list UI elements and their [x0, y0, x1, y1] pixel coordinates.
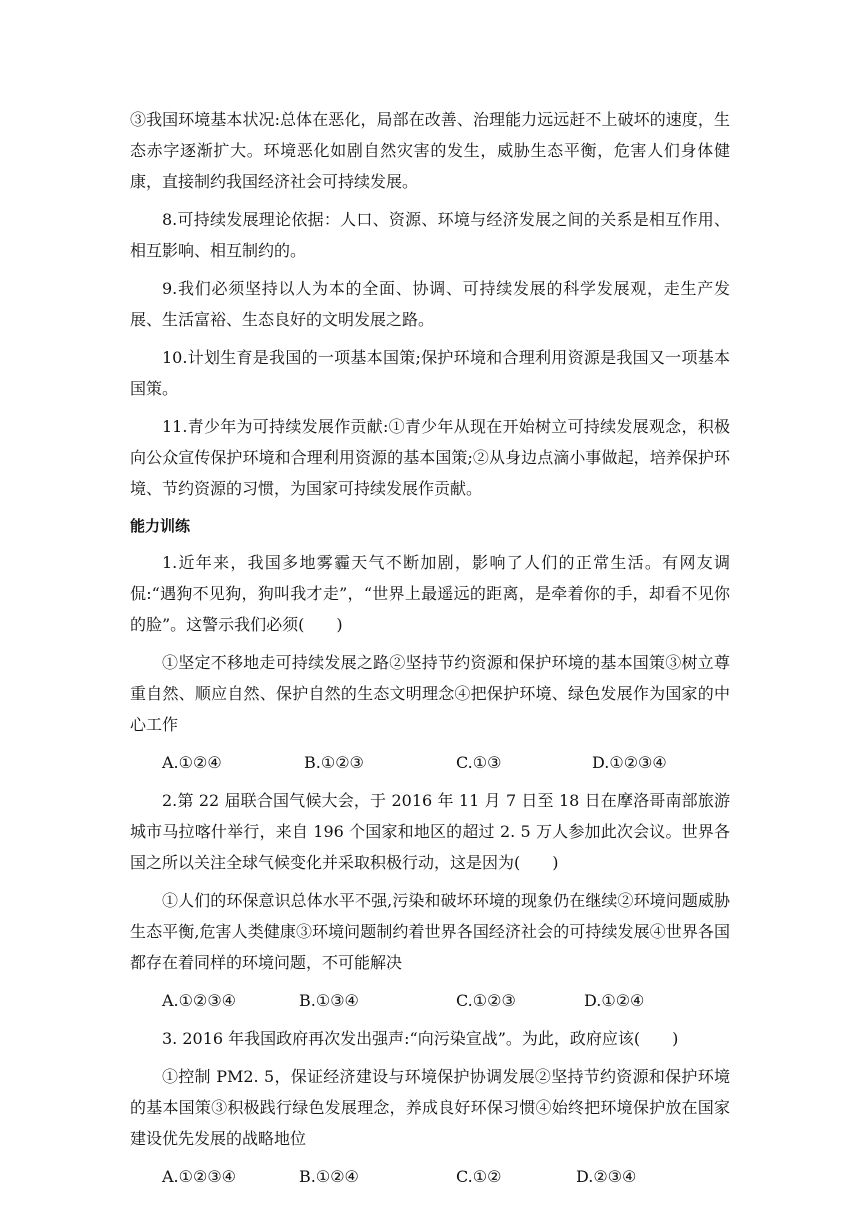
question-2-option-b: B.①③④ [299, 991, 359, 1010]
question-3-options [130, 1161, 730, 1192]
question-2-stem: 2.第 22 届联合国气候大会，于 2016 年 11 月 7 日至 18 日在摩洛哥南部旅游城市马拉喀什举行，来自 196 个国家和地区的超过 2. 5 万人参加此次会议。世界各国之所以关注全球气候变化并采取积极行动，这是因为( ) [130, 791, 730, 872]
question-1-option-a: A.①②④ [162, 753, 222, 772]
question-1-option-c: C.①③ [456, 753, 502, 772]
summary-paragraph-8: 8.可持续发展理论依据：人口、资源、环境与经济发展之间的关系是相互作用、相互影响、相互制约的。 [130, 210, 730, 260]
question-1-option-d: D.①②③④ [592, 753, 667, 772]
question-3-option-d: D.②③④ [576, 1167, 637, 1186]
question-3-option-a: A.①②③④ [162, 1167, 237, 1186]
question-2-option-d: D.①②④ [584, 991, 645, 1010]
summary-paragraph-7-3: ③我国环境基本状况:总体在恶化，局部在改善、治理能力远远赶不上破坏的速度，生态赤字逐渐扩大。环境恶化如剧自然灾害的发生，威胁生态平衡，危害人们身体健康，直接制约我国经济社会可持续发展。 [130, 110, 730, 191]
summary-paragraph-11: 11.青少年为可持续发展作贡献:①青少年从现在开始树立可持续发展观念，积极向公众宣传保护环境和合理利用资源的基本国策;②从身边点滴小事做起，培养保护环境、节约资源的习惯，为国家可持续发展作贡献。 [130, 417, 730, 498]
summary-paragraph-10: 10.计划生育是我国的一项基本国策;保护环境和合理利用资源是我国又一项基本国策。 [130, 348, 730, 398]
question-2-option-a: A.①②③④ [162, 991, 237, 1010]
question-2-options [130, 985, 730, 1016]
summary-paragraph-9: 9.我们必须坚持以人为本的全面、协调、可持续发展的科学发展观，走生产发展、生活富裕、生态良好的文明发展之路。 [130, 279, 730, 329]
question-2-option-c: C.①②③ [456, 991, 516, 1010]
question-3-option-c: C.①② [456, 1167, 502, 1186]
section-heading: 能力训练 [130, 517, 191, 535]
question-3-option-b: B.①②④ [299, 1167, 359, 1186]
question-1-stem: 1.近年来，我国多地雾霾天气不断加剧，影响了人们的正常生活。有网友调侃:“遇狗不见狗，狗叫我才走”，“世界上最遥远的距离，是牵着你的手，却看不见你的脸”。这警示我们必须( ) [130, 553, 730, 634]
question-3-statements: ①控制 PM2. 5，保证经济建设与环境保护协调发展②坚持节约资源和保护环境的基本国策③积极践行绿色发展理念，养成良好环保习惯④始终把环境保护放在国家建设优先发展的战略地位 [130, 1067, 730, 1148]
question-3-stem: 3. 2016 年我国政府再次发出强声:“向污染宣战”。为此，政府应该( ) [162, 1029, 679, 1048]
question-1-options [130, 747, 730, 778]
question-1-option-b: B.①②③ [304, 753, 364, 772]
question-1-statements: ①坚定不移地走可持续发展之路②坚持节约资源和保护环境的基本国策③树立尊重自然、顺应自然、保护自然的生态文明理念④把保护环境、绿色发展作为国家的中心工作 [130, 653, 730, 734]
question-2-statements: ①人们的环保意识总体水平不强,污染和破坏环境的现象仍在继续②环境问题威胁生态平衡,危害人类健康③环境问题制约着世界各国经济社会的可持续发展④世界各国都存在着同样的环境问题，不可能解决 [130, 891, 730, 972]
